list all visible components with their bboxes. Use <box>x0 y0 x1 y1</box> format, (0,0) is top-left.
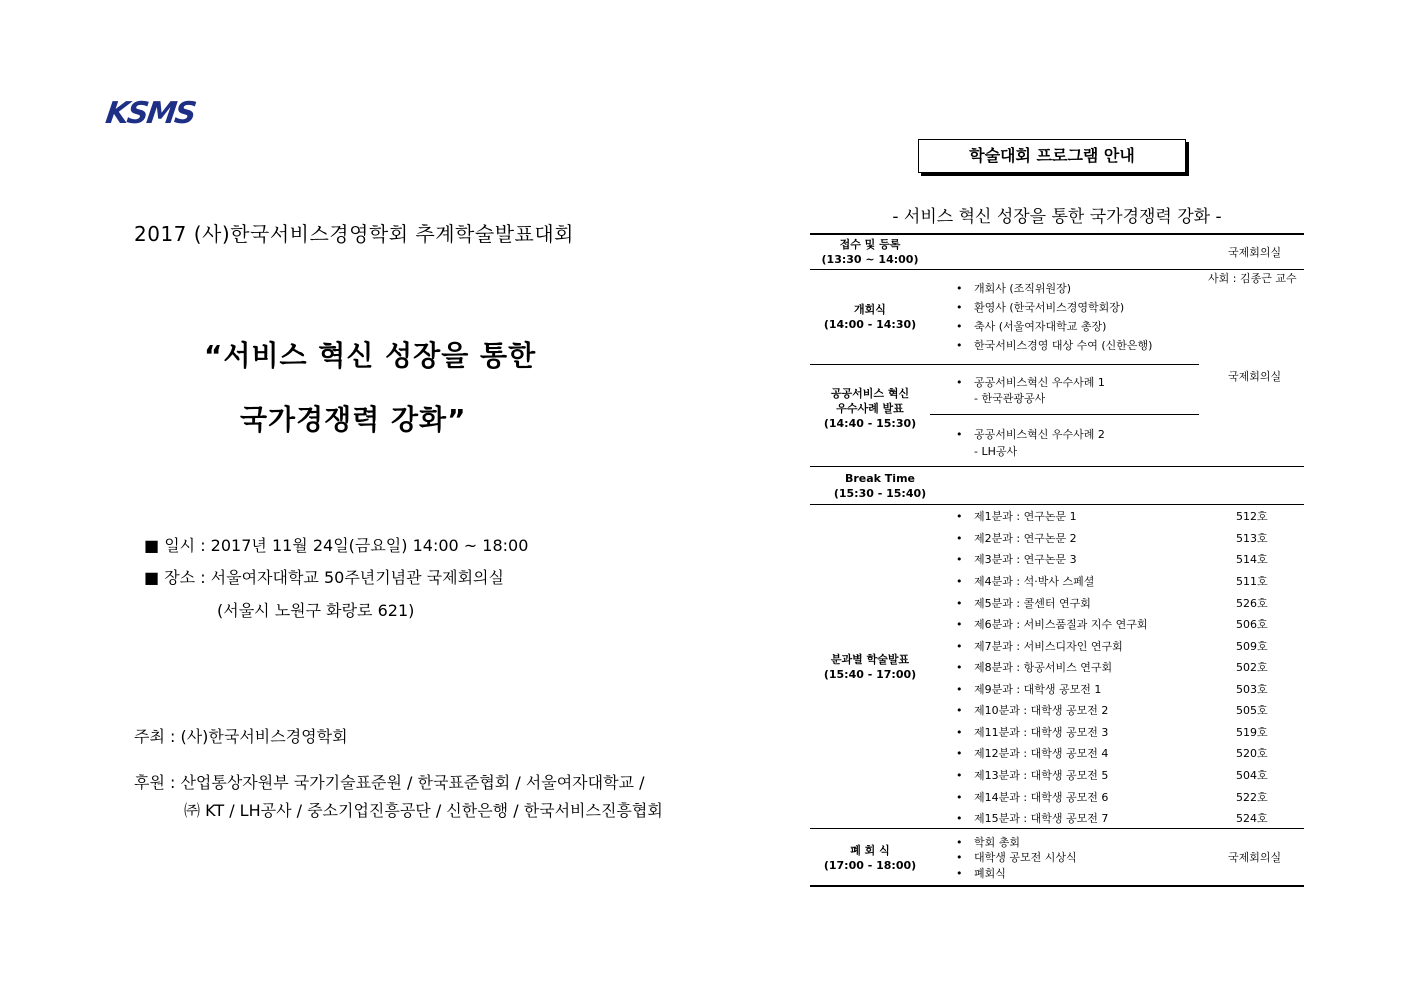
opening-cell <box>810 302 930 332</box>
event-place: ■ 장소 : 서울여자대학교 50주년기념관 국제회의실 <box>144 568 504 587</box>
case-1-org: - 한국관광공사 <box>974 392 1046 405</box>
session-name: 제7분과 : 서비스디자인 연구회 <box>974 640 1123 653</box>
session-room: 514호 <box>1236 553 1268 566</box>
ksms-logo: KSMS <box>103 96 197 131</box>
public-service-room: 국제회의실 <box>1228 370 1282 383</box>
session-name: 제14분과 : 대학생 공모전 6 <box>974 791 1109 804</box>
case-2: • 공공서비스혁신 우수사례 2 <box>956 428 1105 441</box>
session-name: 제10분과 : 대학생 공모전 2 <box>974 704 1109 717</box>
session-room: 505호 <box>1236 704 1268 717</box>
session-name: 제11분과 : 대학생 공모전 3 <box>974 726 1109 739</box>
session-name: 제6분과 : 서비스품질과 지수 연구회 <box>974 618 1148 631</box>
closing-room: 국제회의실 <box>1228 851 1282 864</box>
session-name: 제13분과 : 대학생 공모전 5 <box>974 769 1109 782</box>
sessions-label: 분과별 학술발표 <box>830 653 910 666</box>
session-room: 513호 <box>1236 532 1268 545</box>
table-top-rule <box>810 233 1304 235</box>
moderator: 사회 : 김종근 교수 <box>1208 272 1297 285</box>
public-service-label-1: 공공서비스 혁신 <box>830 387 910 400</box>
program-title-box: 학술대회 프로그램 안내 <box>918 139 1186 173</box>
session-name: 제8분과 : 항공서비스 연구회 <box>974 661 1113 674</box>
session-name: 제15분과 : 대학생 공모전 7 <box>974 812 1109 825</box>
session-room: 512호 <box>1236 510 1268 523</box>
break-time: (15:30 - 15:40) <box>833 487 927 500</box>
event-date: ■ 일시 : 2017년 11월 24일(금요일) 14:00 ~ 18:00 <box>144 536 529 555</box>
registration-time: (13:30 ~ 14:00) <box>821 253 919 266</box>
session-room: 526호 <box>1236 597 1268 610</box>
session-room: 511호 <box>1236 575 1268 588</box>
registration-cell <box>810 237 930 267</box>
session-name: 제1분과 : 연구논문 1 <box>974 510 1077 523</box>
closing-time: (17:00 - 18:00) <box>823 859 917 872</box>
theme-line-1: “서비스 혁신 성장을 통한 <box>204 339 537 372</box>
closing-cell <box>810 843 930 873</box>
public-service-label-2: 우수사례 발표 <box>836 402 904 415</box>
row-divider <box>810 504 1304 505</box>
sessions-cell <box>810 652 930 682</box>
session-name: 제5분과 : 콜센터 연구회 <box>974 597 1091 610</box>
sessions-time: (15:40 - 17:00) <box>823 668 917 681</box>
break-cell <box>810 471 950 501</box>
closing-label: 폐 회 식 <box>850 844 890 857</box>
session-name: 제4분과 : 석·박사 스페셜 <box>974 575 1095 588</box>
sponsors-line-1: 후원 : 산업통상자원부 국가기술표준원 / 한국표준협회 / 서울여자대학교 / <box>134 773 645 792</box>
row-divider <box>810 466 1304 467</box>
host: 주최 : (사)한국서비스경영학회 <box>134 727 348 746</box>
theme-line-2: 국가경쟁력 강화” <box>240 403 467 436</box>
session-room: 503호 <box>1236 683 1268 696</box>
session-room: 522호 <box>1236 791 1268 804</box>
session-room: 506호 <box>1236 618 1268 631</box>
case-1: • 공공서비스혁신 우수사례 1 <box>956 376 1105 389</box>
case-2-org: - LH공사 <box>974 445 1018 458</box>
program-subtitle: - 서비스 혁신 성장을 통한 국가경쟁력 강화 - <box>892 207 1222 227</box>
session-room: 524호 <box>1236 812 1268 825</box>
session-room: 520호 <box>1236 747 1268 760</box>
session-room: 502호 <box>1236 661 1268 674</box>
opening-item: • 개회사 (조직위원장) <box>956 282 1072 295</box>
session-room: 504호 <box>1236 769 1268 782</box>
case-divider <box>930 414 1199 415</box>
row-divider <box>810 364 1199 365</box>
closing-item: • 폐회식 <box>956 867 1006 880</box>
break-label: Break Time <box>844 472 916 485</box>
public-service-cell <box>810 386 930 431</box>
sponsors-line-2: ㈜ KT / LH공사 / 중소기업진흥공단 / 신한은행 / 한국서비스진흥협회 <box>184 801 663 820</box>
opening-time: (14:00 - 14:30) <box>823 318 917 331</box>
session-room: 509호 <box>1236 640 1268 653</box>
event-title: 2017 (사)한국서비스경영학회 추계학술발표대회 <box>134 222 574 246</box>
closing-item: • 학회 총회 <box>956 836 1021 849</box>
session-name: 제3분과 : 연구논문 3 <box>974 553 1077 566</box>
session-name: 제12분과 : 대학생 공모전 4 <box>974 747 1109 760</box>
table-bottom-rule <box>810 885 1304 887</box>
session-room: 519호 <box>1236 726 1268 739</box>
registration-label: 접수 및 등록 <box>839 238 901 251</box>
opening-label: 개회식 <box>854 303 886 316</box>
opening-item: • 환영사 (한국서비스경영학회장) <box>956 301 1125 314</box>
row-divider <box>810 828 1304 829</box>
opening-item: • 축사 (서울여자대학교 총장) <box>956 320 1107 333</box>
event-address: (서울시 노원구 화랑로 621) <box>217 601 415 620</box>
closing-item: • 대학생 공모전 시상식 <box>956 851 1077 864</box>
opening-item: • 한국서비스경영 대상 수여 (신한은행) <box>956 339 1153 352</box>
session-name: 제2분과 : 연구논문 2 <box>974 532 1077 545</box>
session-name: 제9분과 : 대학생 공모전 1 <box>974 683 1102 696</box>
registration-room: 국제회의실 <box>1228 246 1282 259</box>
public-service-time: (14:40 - 15:30) <box>823 417 917 430</box>
